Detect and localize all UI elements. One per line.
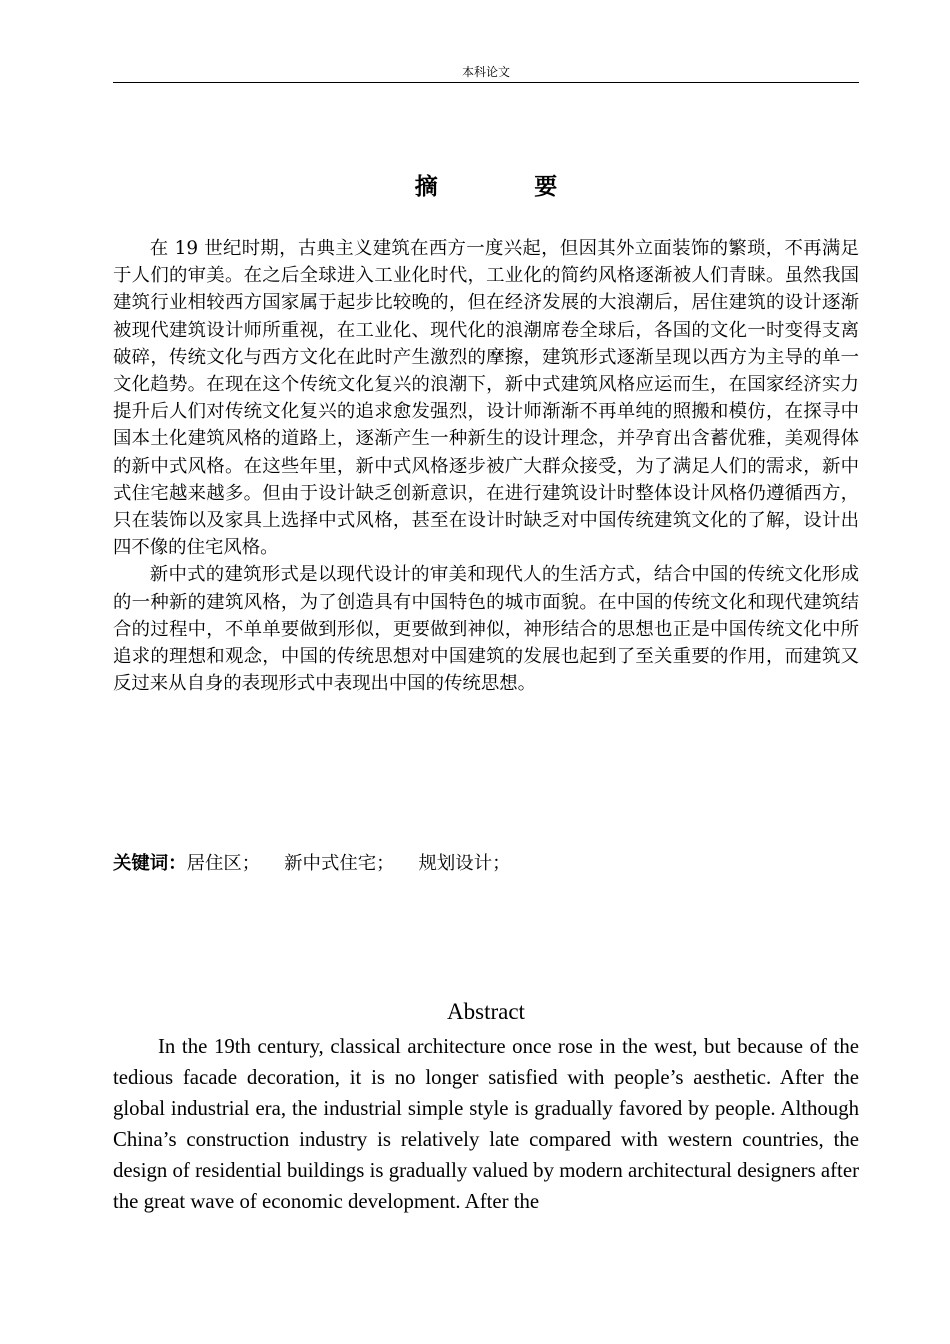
keywords-label: 关键词：: [113, 853, 187, 874]
header-rule: [113, 82, 859, 83]
keyword-item: 新中式住宅；: [284, 853, 395, 874]
abstract-cn-title: 摘 要: [414, 174, 595, 200]
abstract-cn-body: [113, 235, 859, 697]
abstract-en-title: Abstract: [447, 999, 525, 1024]
abstract-cn-paragraph-2: 新中式的建筑形式是以现代设计的审美和现代人的生活方式，结合中国的传统文化形成的一种新的建筑风格，为了创造具有中国特色的城市面貌。在中国的传统文化和现代建筑结合的过程中，不单单要做到形似，更要做到神似，神形结合的思想也正是中国传统文化中所追求的理想和观念，中国的传统思想对中国建筑的发展也起到了至关重要的作用，而建筑又反过来从自身的表现形式中表现出中国的传统思想。: [113, 564, 859, 695]
keyword-item: 规划设计；: [418, 853, 511, 874]
abstract-en-paragraph-1: In the 19th century, classical architecture once rose in the west, but because of the tedious facade decoration, it is no longer satisfied with people’s aesthetic. After the global industrial era, the industrial simple style is gradually favored by people. Although China’s construction industry is relatively late compared with western countries, the design of residential buildings is gradually valued by modern architectural designers after the great wave of economic development. After the: [113, 1035, 859, 1213]
keyword-item: 居住区；: [186, 853, 261, 874]
running-header: 本科论文: [461, 65, 510, 79]
abstract-en-body: [113, 1031, 859, 1217]
keywords-line: [113, 850, 859, 877]
abstract-cn-paragraph-1: 在 19 世纪时期，古典主义建筑在西方一度兴起，但因其外立面装饰的繁琐，不再满足于人们的审美。在之后全球进入工业化时代，工业化的简约风格逐渐被人们青睐。虽然我国建筑行业相较西方国家属于起步比较晚的，但在经济发展的大浪潮后，居住建筑的设计逐渐被现代建筑设计师所重视，在工业化、现代化的浪潮席卷全球后，各国的文化一时变得支离破碎，传统文化与西方文化在此时产生激烈的摩擦，建筑形式逐渐呈现以西方为主导的单一文化趋势。在现在这个传统文化复兴的浪潮下，新中式建筑风格应运而生，在国家经济实力提升后人们对传统文化复兴的追求愈发强烈，设计师渐渐不再单纯的照搬和模仿，在探寻中国本土化建筑风格的道路上，逐渐产生一种新生的设计理念，并孕育出含蓄优雅，美观得体的新中式风格。在这些年里，新中式风格逐步被广大群众接受，为了满足人们的需求，新中式住宅越来越多。但由于设计缺乏创新意识，在进行建筑设计时整体设计风格仍遵循西方，只在装饰以及家具上选择中式风格，甚至在设计时缺乏对中国传统建筑文化的了解，设计出四不像的住宅风格。: [113, 238, 859, 559]
